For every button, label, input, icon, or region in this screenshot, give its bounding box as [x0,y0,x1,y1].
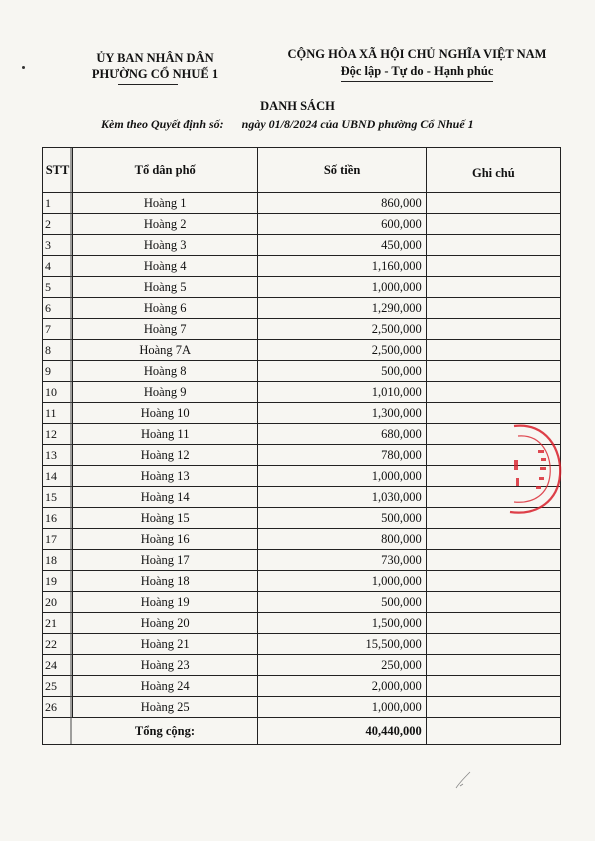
header-so-tien: Số tiền [258,148,426,193]
row-stt: 19 [43,571,73,592]
row-so-tien: 500,000 [258,508,426,529]
row-ghi-chu [426,634,560,655]
national-motto: Độc lập - Tự do - Hạnh phúc [341,63,494,82]
row-to-dan-pho: Hoàng 21 [73,634,258,655]
table-row [43,445,561,466]
row-so-tien: 780,000 [258,445,426,466]
national-header [272,46,562,82]
header-stt: STT [43,148,73,193]
row-to-dan-pho: Hoàng 9 [73,382,258,403]
agency-header [70,50,240,82]
table-row [43,466,561,487]
row-stt: 9 [43,361,73,382]
table-row [43,550,561,571]
row-stt: 5 [43,277,73,298]
table-row [43,592,561,613]
row-ghi-chu [426,277,560,298]
row-ghi-chu [426,676,560,697]
table-row [43,298,561,319]
row-so-tien: 600,000 [258,214,426,235]
row-stt: 8 [43,340,73,361]
row-stt: 6 [43,298,73,319]
row-to-dan-pho: Hoàng 19 [73,592,258,613]
row-to-dan-pho: Hoàng 3 [73,235,258,256]
row-stt: 16 [43,508,73,529]
row-so-tien: 1,000,000 [258,466,426,487]
row-so-tien: 1,160,000 [258,256,426,277]
pen-scribble [452,768,476,792]
table-row [43,697,561,718]
row-ghi-chu [426,613,560,634]
agency-underline [118,84,178,85]
row-so-tien: 1,300,000 [258,403,426,424]
table-row [43,613,561,634]
row-so-tien: 1,000,000 [258,277,426,298]
row-to-dan-pho: Hoàng 2 [73,214,258,235]
row-to-dan-pho: Hoàng 13 [73,466,258,487]
row-to-dan-pho: Hoàng 12 [73,445,258,466]
row-so-tien: 2,500,000 [258,319,426,340]
row-ghi-chu [426,298,560,319]
row-stt: 1 [43,193,73,214]
row-to-dan-pho: Hoàng 25 [73,697,258,718]
total-spacer [43,718,73,745]
total-row [43,718,561,745]
row-ghi-chu [426,361,560,382]
row-stt: 14 [43,466,73,487]
row-so-tien: 730,000 [258,550,426,571]
row-ghi-chu [426,193,560,214]
row-so-tien: 800,000 [258,529,426,550]
row-stt: 11 [43,403,73,424]
table-row [43,571,561,592]
row-ghi-chu [426,592,560,613]
row-to-dan-pho: Hoàng 14 [73,487,258,508]
row-stt: 13 [43,445,73,466]
row-stt: 10 [43,382,73,403]
row-so-tien: 250,000 [258,655,426,676]
row-ghi-chu [426,214,560,235]
table-row [43,277,561,298]
table-row [43,382,561,403]
row-ghi-chu [426,319,560,340]
row-so-tien: 1,000,000 [258,697,426,718]
row-stt: 24 [43,655,73,676]
scan-speck [22,66,25,69]
row-ghi-chu [426,256,560,277]
row-to-dan-pho: Hoàng 10 [73,403,258,424]
table-row [43,403,561,424]
row-ghi-chu [426,529,560,550]
row-to-dan-pho: Hoàng 7 [73,319,258,340]
table-row [43,676,561,697]
table-header-row [43,148,561,193]
row-to-dan-pho: Hoàng 8 [73,361,258,382]
row-ghi-chu [426,550,560,571]
red-seal-stamp [494,420,564,520]
nation-line-1: CỘNG HÒA XÃ HỘI CHỦ NGHĨA VIỆT NAM [287,47,547,61]
row-ghi-chu [426,235,560,256]
total-value: 40,440,000 [258,718,426,745]
row-so-tien: 680,000 [258,424,426,445]
scan-line [70,148,72,744]
table-row [43,424,561,445]
table-row [43,529,561,550]
row-stt: 22 [43,634,73,655]
row-to-dan-pho: Hoàng 23 [73,655,258,676]
table-row [43,193,561,214]
row-to-dan-pho: Hoàng 11 [73,424,258,445]
row-stt: 3 [43,235,73,256]
row-so-tien: 860,000 [258,193,426,214]
header-ghi-chu: Ghi chú [426,148,560,193]
row-so-tien: 1,010,000 [258,382,426,403]
table-row [43,319,561,340]
document-subtitle: Kèm theo Quyết định số: ngày 01/8/2024 của UBND phường Cổ Nhuế 1 [101,117,474,131]
total-label: Tổng cộng: [73,718,258,745]
agency-line-2: PHƯỜNG CỔ NHUẾ 1 [91,67,219,81]
row-to-dan-pho: Hoàng 16 [73,529,258,550]
row-to-dan-pho: Hoàng 17 [73,550,258,571]
table-row [43,256,561,277]
row-stt: 20 [43,592,73,613]
row-to-dan-pho: Hoàng 18 [73,571,258,592]
table-row [43,235,561,256]
row-so-tien: 500,000 [258,592,426,613]
row-ghi-chu [426,571,560,592]
row-stt: 2 [43,214,73,235]
total-note [426,718,560,745]
row-stt: 26 [43,697,73,718]
table-row [43,655,561,676]
row-stt: 17 [43,529,73,550]
funds-table [42,147,561,745]
row-so-tien: 1,030,000 [258,487,426,508]
row-stt: 25 [43,676,73,697]
row-so-tien: 15,500,000 [258,634,426,655]
row-stt: 7 [43,319,73,340]
row-stt: 18 [43,550,73,571]
row-to-dan-pho: Hoàng 20 [73,613,258,634]
table-row [43,214,561,235]
row-so-tien: 500,000 [258,361,426,382]
table-row [43,340,561,361]
row-to-dan-pho: Hoàng 5 [73,277,258,298]
row-stt: 4 [43,256,73,277]
table-row [43,361,561,382]
table-row [43,634,561,655]
row-so-tien: 450,000 [258,235,426,256]
table-row [43,508,561,529]
row-so-tien: 1,500,000 [258,613,426,634]
row-to-dan-pho: Hoàng 4 [73,256,258,277]
row-so-tien: 2,500,000 [258,340,426,361]
row-ghi-chu [426,655,560,676]
row-ghi-chu [426,340,560,361]
row-to-dan-pho: Hoàng 7A [73,340,258,361]
row-ghi-chu [426,697,560,718]
row-to-dan-pho: Hoàng 24 [73,676,258,697]
row-to-dan-pho: Hoàng 15 [73,508,258,529]
row-ghi-chu [426,382,560,403]
row-so-tien: 1,290,000 [258,298,426,319]
row-stt: 21 [43,613,73,634]
agency-line-1: ỦY BAN NHÂN DÂN [96,51,214,65]
table-row [43,487,561,508]
row-stt: 15 [43,487,73,508]
document-title: DANH SÁCH [260,99,335,113]
header-to-dan-pho: Tổ dân phố [73,148,258,193]
row-to-dan-pho: Hoàng 1 [73,193,258,214]
row-stt: 12 [43,424,73,445]
row-so-tien: 1,000,000 [258,571,426,592]
table-body [43,193,561,718]
row-so-tien: 2,000,000 [258,676,426,697]
row-to-dan-pho: Hoàng 6 [73,298,258,319]
